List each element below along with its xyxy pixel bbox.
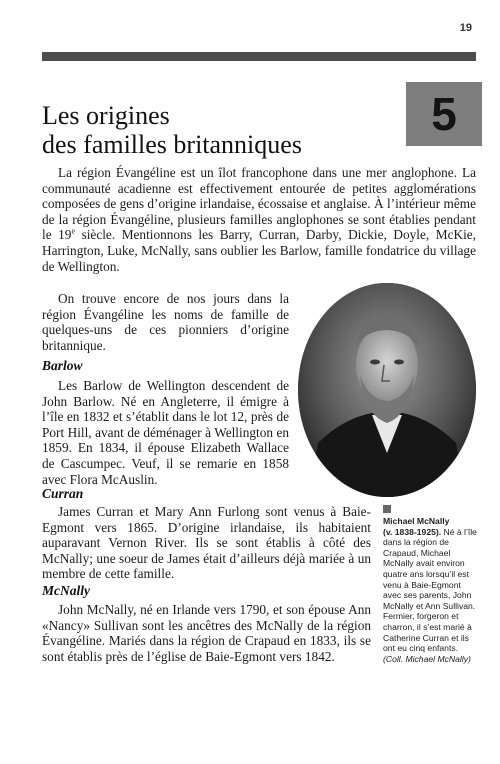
intro-paragraph-2: On trouve encore de nos jours dans la région Évangéline les noms de famille de quelques-uns de ces pionniers d’origine britannique.: [42, 291, 289, 353]
chapter-title: [42, 101, 392, 159]
top-rule: [42, 52, 476, 61]
photo-caption: [383, 516, 480, 664]
section-heading-curran: Curran: [42, 486, 84, 501]
chapter-title-line-1: Les origines: [42, 101, 170, 130]
section-heading-mcnally: McNally: [42, 583, 90, 598]
portrait-photo: [298, 283, 476, 497]
caption-dates: (v. 1838-1925).: [383, 526, 442, 537]
century-superscript: e: [71, 226, 76, 236]
caption-name: Michael McNally: [383, 516, 450, 526]
section-text-mcnally: John McNally, né en Irlande vers 1790, et son épouse Ann «Nancy» Sullivan sont les ancêtres des McNally de la région Évangéline. Mariés dans la région de Crapaud en 1833, ils se sont établis près de l’église de Baie-Egmont vers 1842.: [42, 602, 371, 664]
page-number: 19: [459, 22, 472, 34]
chapter-number: 5: [431, 88, 457, 140]
portrait-illustration: [298, 283, 476, 497]
caption-bullet: [383, 505, 391, 513]
section-heading-barlow: Barlow: [42, 358, 83, 373]
section-text-barlow: Les Barlow de Wellington descendent de John Barlow. Né en Angleterre, il émigre à l’île en 1832 et s’établit dans le lot 12, près de Port Hill, avant de déménager à Wellington en 1859. En 1834, il épouse Elizabeth Wallace de Cascumpec. Veuf, il se remarie en 1858 avec Flora McAuslin.: [42, 378, 289, 487]
chapter-box: [406, 82, 482, 146]
intro-paragraph-1-start: La région Évangéline est un îlot francophone dans une mer anglophone. La communauté acadienne est effectivement entourée de petites agglomérations composées de gens d’origine irlandaise, écossaise et anglaise. À l’intérieur même de la région Évangéline, plusieurs familles anglophones se sont établies pendant le 19: [42, 165, 476, 243]
caption-credit: (Coll. Michael McNally): [383, 653, 471, 664]
intro-paragraph-1-end: siècle. Mentionnons les Barry, Curran, Darby, Dickie, Doyle, McKie, Harrington, Luke, McNally, sans oublier les Barlow, famille fondatrice du village de Wellington.: [42, 227, 477, 274]
caption-text: Né à l’île dans la région de Crapaud, Michael McNally avait environ quatre ans lorsqu’il est venu à Baie-Egmont avec ses parents, John McNally et Ann Sullivan. Fermier, forgeron et charron, il s’est marié à Catherine Curran et ils ont eu cinq enfants.: [383, 526, 477, 654]
chapter-title-line-2: des familles britanniques: [42, 130, 302, 159]
intro-paragraph-1: [42, 165, 476, 274]
section-text-curran: James Curran et Mary Ann Furlong sont venus à Baie-Egmont vers 1865. D’origine irlandaise, ils habitaient auparavant Vernon River. Ils se sont établis à côté des McNally; une soeur de James était d’ailleurs déjà mariée à un membre de cette famille.: [42, 504, 371, 582]
